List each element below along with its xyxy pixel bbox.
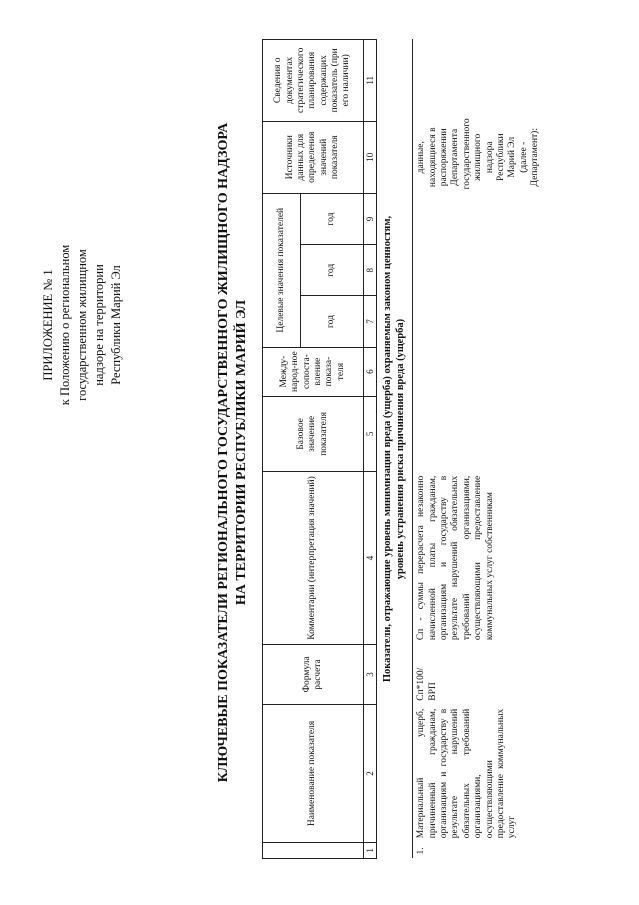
header-strategic: Сведения о документах стратегического планирования содержащих показатель (при его наличии) [263, 40, 364, 122]
col-number: 7 [364, 296, 377, 347]
header-target-group: Целевые значения показателей [263, 193, 301, 347]
col-number: 11 [364, 40, 377, 122]
section-line-1: Показатели, отражающие уровень минимизации вреда (ущерба) охраняемым законом ценностям, [382, 215, 393, 683]
col-number: 9 [364, 193, 377, 244]
section-line-2: уровень устранения риска причинения вреда (ущерба) [394, 318, 406, 580]
appendix-line: Республики Марий Эл [108, 265, 123, 385]
col-number: 6 [364, 347, 377, 396]
col-number: 2 [364, 705, 377, 842]
row-source: данные, находящиеся в распоряжении Департамента государственного жилищного надзора Республики Марий Эл (далее - Департамент): [416, 118, 541, 190]
header-name: Наименование показателя [263, 705, 364, 842]
document-title [215, 30, 250, 875]
section-row [377, 40, 413, 859]
header-year-3: год [301, 193, 364, 244]
appendix-line: к Положению о региональном [57, 244, 72, 406]
col-number: 3 [364, 644, 377, 705]
header-base: Базовое значение показателя [263, 396, 364, 472]
col-number: 8 [364, 245, 377, 296]
col-number: 1 [364, 842, 377, 858]
row-number: 1. [416, 847, 427, 855]
title-line-2: НА ТЕРРИТОРИИ РЕСПУБЛИКИ МАРИЙ ЭЛ [233, 299, 249, 606]
row-international [413, 347, 545, 396]
appendix-block [40, 215, 124, 435]
header-international: Между-народ-ное сопоста-вление показа-теля [263, 347, 364, 396]
table-row [413, 40, 545, 859]
row-year-2 [413, 245, 545, 296]
header-year-2: год [301, 245, 364, 296]
row-year-3 [413, 193, 545, 244]
row-year-1 [413, 296, 545, 347]
row-base-value [413, 396, 545, 472]
header-comment: Комментарии (интерпретация значений) [263, 472, 364, 644]
row-formula: Сп*100/ ВРП [416, 667, 438, 701]
header-source: Источники данных для определения значений показателя [263, 121, 364, 193]
column-number-row [364, 40, 377, 859]
col-number: 5 [364, 396, 377, 472]
header-year-1: год [301, 296, 364, 347]
row-indicator-name: Материальный ущерб, причиненный гражданам, организациям и государству в результате нарушений обязательных требований организациями, осуществляющими предоставление коммунальных услуг [416, 708, 518, 839]
header-formula: Формула расчета [263, 644, 364, 705]
section-heading [377, 40, 413, 859]
header-num [263, 842, 364, 858]
col-number: 10 [364, 121, 377, 193]
appendix-line: государственном жилищном [74, 249, 89, 401]
col-number: 4 [364, 472, 377, 644]
title-line-1: КЛЮЧЕВЫЕ ПОКАЗАТЕЛИ РЕГИОНАЛЬНОГО ГОСУДАРСТВЕННОГО ЖИЛИЩНОГО НАДЗОРА [216, 122, 231, 783]
header-row [263, 40, 301, 859]
row-strategic [413, 40, 545, 122]
indicators-table [262, 39, 544, 859]
row-comment: Сп - суммы перерасчета незаконно начисленной платы гражданам, организациям и государству в результате нарушений обязательных требований организациями, осуществляющими предоставление коммунальных услуг собственникам [416, 475, 495, 641]
appendix-title: ПРИЛОЖЕНИЕ № 1 [41, 269, 55, 381]
appendix-line: надзоре на территории [91, 264, 106, 386]
